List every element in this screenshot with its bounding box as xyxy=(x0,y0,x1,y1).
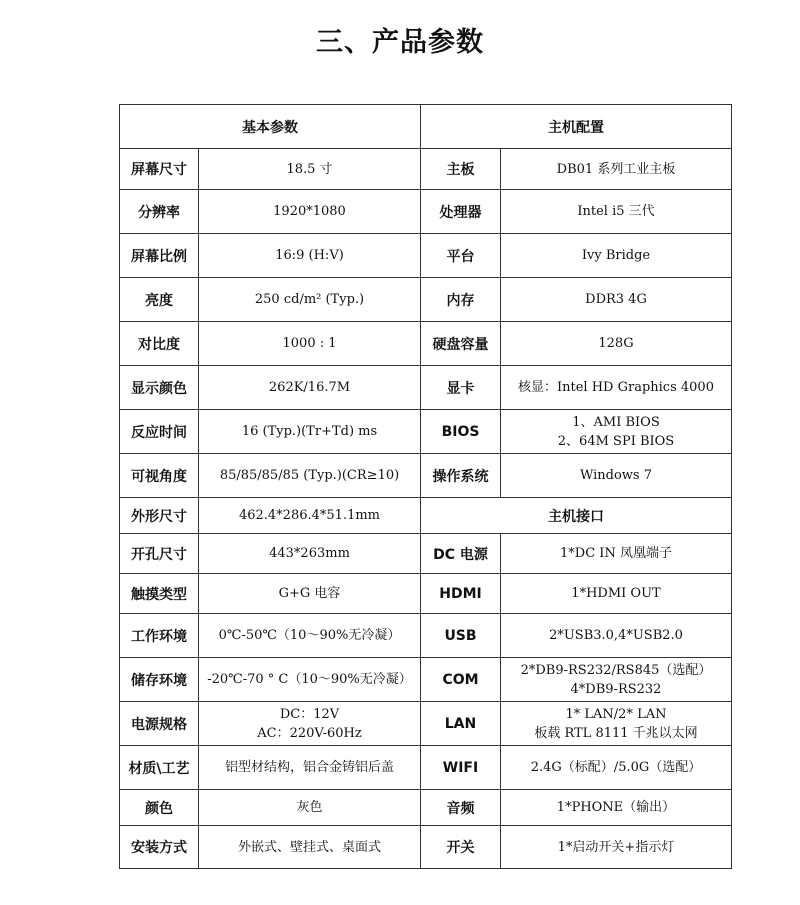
row-label: 反应时间 xyxy=(120,410,199,454)
row-value: 1*DC IN 凤凰端子 xyxy=(501,534,732,574)
row-value xyxy=(199,702,421,746)
table-row xyxy=(120,574,732,614)
table-row xyxy=(120,614,732,658)
table-row xyxy=(120,190,732,234)
table-row xyxy=(120,278,732,322)
row-label: 触摸类型 xyxy=(120,574,199,614)
row-value-line: 1* LAN/2* LAN xyxy=(565,706,667,722)
row-value: Intel i5 三代 xyxy=(501,190,732,234)
row-value-line: 2*DB9-RS232/RS845（选配） xyxy=(520,662,712,678)
row-value: G+G 电容 xyxy=(199,574,421,614)
table-row xyxy=(120,366,732,410)
row-label: 屏幕比例 xyxy=(120,234,199,278)
table-row xyxy=(120,746,732,790)
row-value xyxy=(501,410,732,454)
header-basic-params: 基本参数 xyxy=(120,105,421,149)
row-label: 颜色 xyxy=(120,790,199,826)
row-value: 外嵌式、壁挂式、桌面式 xyxy=(199,826,421,869)
row-label: 硬盘容量 xyxy=(421,322,501,366)
row-label: 可视角度 xyxy=(120,454,199,498)
row-value xyxy=(501,658,732,702)
table-row xyxy=(120,826,732,869)
row-label: 电源规格 xyxy=(120,702,199,746)
table-row xyxy=(120,410,732,454)
row-label: 显卡 xyxy=(421,366,501,410)
row-value: 443*263mm xyxy=(199,534,421,574)
row-value-line: DC：12V xyxy=(279,706,340,722)
table-row xyxy=(120,454,732,498)
row-value: Ivy Bridge xyxy=(501,234,732,278)
row-label: 内存 xyxy=(421,278,501,322)
table-row xyxy=(120,534,732,574)
row-label: 操作系统 xyxy=(421,454,501,498)
row-value-line: AC：220V-60Hz xyxy=(257,725,362,741)
row-value: 18.5 寸 xyxy=(199,149,421,190)
row-label: 开关 xyxy=(421,826,501,869)
row-value: 2.4G（标配）/5.0G（选配） xyxy=(501,746,732,790)
row-value xyxy=(501,702,732,746)
table-row xyxy=(120,234,732,278)
row-value-line: 2、64M SPI BIOS xyxy=(557,433,675,449)
header-host-config: 主机配置 xyxy=(421,105,732,149)
table-row xyxy=(120,790,732,826)
table-header-row xyxy=(120,105,732,149)
row-value: 0℃-50℃（10～90%无冷凝） xyxy=(199,614,421,658)
row-label: BIOS xyxy=(421,410,501,454)
row-label: COM xyxy=(421,658,501,702)
row-value: 250 cd/m² (Typ.) xyxy=(199,278,421,322)
row-label: 处理器 xyxy=(421,190,501,234)
table-row xyxy=(120,149,732,190)
row-value: 核显：Intel HD Graphics 4000 xyxy=(501,366,732,410)
table-row xyxy=(120,702,732,746)
row-value: 1000 : 1 xyxy=(199,322,421,366)
row-value: 128G xyxy=(501,322,732,366)
header-host-interface: 主机接口 xyxy=(421,498,732,534)
table-row xyxy=(120,498,732,534)
row-value: 1920*1080 xyxy=(199,190,421,234)
row-label: 材质\工艺 xyxy=(120,746,199,790)
row-label: 平台 xyxy=(421,234,501,278)
table-row xyxy=(120,322,732,366)
row-value: 1*PHONE（输出） xyxy=(501,790,732,826)
row-value: 2*USB3.0,4*USB2.0 xyxy=(501,614,732,658)
row-value-line: 1、AMI BIOS xyxy=(572,414,660,430)
row-label: 安装方式 xyxy=(120,826,199,869)
table-row xyxy=(120,658,732,702)
row-label: 开孔尺寸 xyxy=(120,534,199,574)
row-value-line: 4*DB9-RS232 xyxy=(570,681,662,697)
row-label: HDMI xyxy=(421,574,501,614)
row-label: 工作环境 xyxy=(120,614,199,658)
row-value: 16:9 (H:V) xyxy=(199,234,421,278)
row-value: Windows 7 xyxy=(501,454,732,498)
row-label: LAN xyxy=(421,702,501,746)
row-label: DC 电源 xyxy=(421,534,501,574)
page-title: 三、产品参数 xyxy=(316,27,484,58)
row-label: 外形尺寸 xyxy=(120,498,199,534)
row-label: 显示颜色 xyxy=(120,366,199,410)
row-value: 85/85/85/85 (Typ.)(CR≥10) xyxy=(199,454,421,498)
row-label: 亮度 xyxy=(120,278,199,322)
row-label: 对比度 xyxy=(120,322,199,366)
row-label: 屏幕尺寸 xyxy=(120,149,199,190)
spec-table xyxy=(119,104,732,869)
row-value: 262K/16.7M xyxy=(199,366,421,410)
row-value: 灰色 xyxy=(199,790,421,826)
row-value: DB01 系列工业主板 xyxy=(501,149,732,190)
row-value: 1*启动开关+指示灯 xyxy=(501,826,732,869)
row-label: WIFI xyxy=(421,746,501,790)
row-value: -20℃-70 ° C（10～90%无冷凝） xyxy=(199,658,421,702)
row-label: 音频 xyxy=(421,790,501,826)
row-label: 分辨率 xyxy=(120,190,199,234)
row-value: 1*HDMI OUT xyxy=(501,574,732,614)
row-value-line: 板载 RTL 8111 千兆以太网 xyxy=(534,725,698,741)
row-label: 主板 xyxy=(421,149,501,190)
row-value: 16 (Typ.)(Tr+Td) ms xyxy=(199,410,421,454)
row-value: 462.4*286.4*51.1mm xyxy=(199,498,421,534)
row-value: DDR3 4G xyxy=(501,278,732,322)
row-label: USB xyxy=(421,614,501,658)
row-label: 储存环境 xyxy=(120,658,199,702)
row-value: 铝型材结构，铝合金铸铝后盖 xyxy=(199,746,421,790)
